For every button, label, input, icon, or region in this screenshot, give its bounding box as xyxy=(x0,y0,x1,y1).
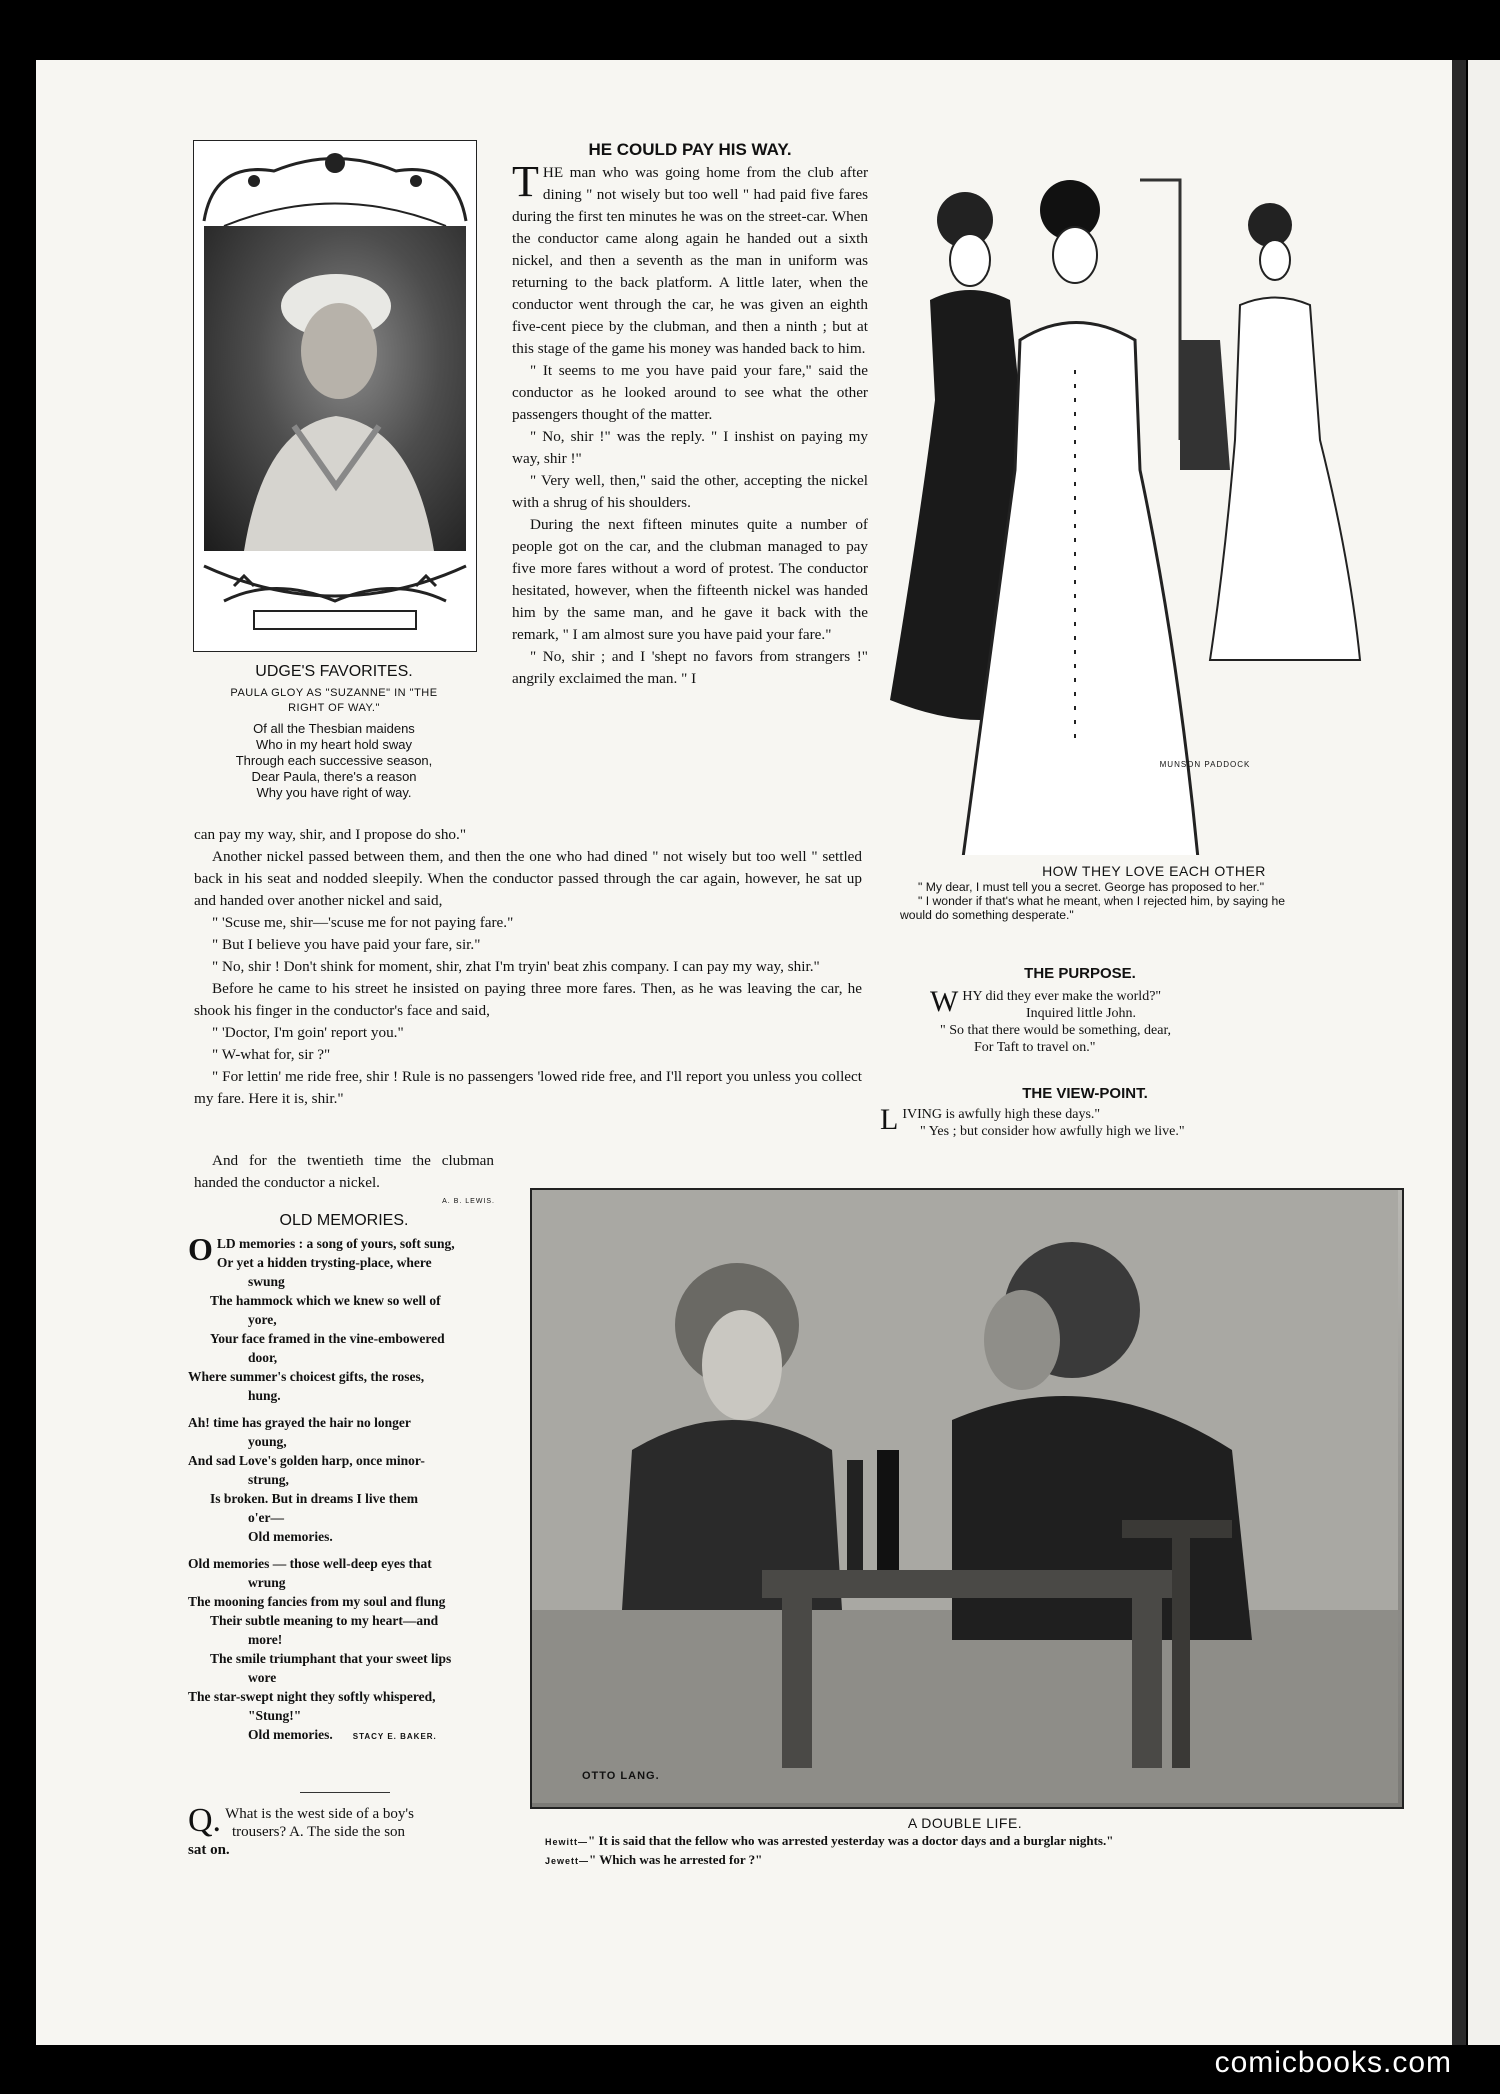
story-paragraph-4: " Very well, then," said the other, accepting the nickel with a shrug of his shoulders. xyxy=(512,472,868,511)
poem-last-line: Old memories. xyxy=(248,1727,333,1742)
double-life-illustration xyxy=(530,1188,1404,1809)
story-wide-line-1: can pay my way, shir, and I propose do sho." xyxy=(194,826,467,843)
poem-line: The smile triumphant that your sweet lips xyxy=(210,1651,452,1666)
poem-line: wrung xyxy=(248,1575,286,1590)
speaker-hewitt: Hewitt— xyxy=(545,1837,588,1847)
poem-line: hung. xyxy=(248,1388,281,1403)
ornament-top xyxy=(194,141,476,231)
viewpoint-line-2: " Yes ; but consider how awfully high we live." xyxy=(920,1124,1185,1139)
riddle-line-2: trousers? A. The side the son xyxy=(232,1824,406,1840)
poem-dropcap: O xyxy=(188,1231,213,1267)
story-wide-paragraph-9: " For lettin' me ride free, shir ! Rule is no passengers 'lowed ride free, and I'll report you unless you collect my fare. Here it is, shir." xyxy=(194,1068,862,1107)
purpose-line-2: Inquired little John. xyxy=(1026,1006,1137,1021)
poem-line: strung, xyxy=(248,1472,289,1487)
poem-line: The star-swept night they softly whispered, xyxy=(188,1689,436,1704)
poem-line: swung xyxy=(248,1274,285,1289)
poem-line: Where summer's choicest gifts, the roses, xyxy=(188,1369,425,1384)
story-wide-paragraph-7: " 'Doctor, I'm goin' report you." xyxy=(212,1024,404,1041)
double-life-line-2 xyxy=(545,1851,1400,1870)
story-paragraph-6: " No, shir ; and I 'shept no favors from strangers !" angrily exclaimed the man. " I xyxy=(512,648,868,687)
viewpoint-dropcap: L xyxy=(880,1103,899,1136)
purpose-title: THE PURPOSE. xyxy=(1024,965,1136,982)
poem-line: "Stung!" xyxy=(248,1708,302,1723)
poem-line: The mooning fancies from my soul and flung xyxy=(188,1594,446,1609)
poem-line: door, xyxy=(248,1350,278,1365)
favorites-subtitle-line2: RIGHT OF WAY." xyxy=(288,702,380,714)
double-life-line-1 xyxy=(545,1832,1400,1851)
next-page-edge xyxy=(1468,60,1500,2045)
purpose-joke xyxy=(900,985,1260,1056)
story-paragraph-1-text: HE man who was going home from the club after dining " not wisely but too well " had paid five fares during the first ten minutes he was on the street-car. When the conductor came along again he handed out a sixth nickel, and then a seventh as the man in uniform was returning to the back platform. A little later, when the conductor went through the car, he was given an eighth five-cent piece by the clubman, and then a ninth ; but at this stage of the game his money was handed back to him. xyxy=(512,164,868,357)
poem-line: Ah! time has grayed the hair no longer xyxy=(188,1415,411,1430)
gowns-signature: MUNSON PADDOCK xyxy=(1159,760,1251,769)
story-paragraph-2: " It seems to me you have paid your fare," said the conductor as he looked around to see what the other passengers thought of the matter. xyxy=(512,362,868,423)
poem-line: Your face framed in the vine-embowered xyxy=(210,1331,445,1346)
story-wide-column xyxy=(194,824,862,1110)
double-life-line-1-text: " It is said that the fellow who was arrested yesterday was a doctor days and a burglar nights." xyxy=(588,1833,1114,1848)
poem-title: OLD MEMORIES. xyxy=(279,1212,409,1229)
verse-line: Through each successive season, xyxy=(235,753,433,768)
riddle xyxy=(188,1802,498,1859)
poem-line: Or yet a hidden trysting-place, where xyxy=(216,1255,432,1270)
riddle-dropcap: Q. xyxy=(188,1802,222,1839)
story-end-paragraph: And for the twentieth time the clubman handed the conductor a nickel. xyxy=(194,1152,494,1191)
story-wide-paragraph-3: " 'Scuse me, shir—'scuse me for not paying fare." xyxy=(212,914,514,931)
gowns-caption xyxy=(900,880,1305,922)
poem-line: And sad Love's golden harp, once minor- xyxy=(188,1453,425,1468)
riddle-line-3: sat on. xyxy=(188,1842,230,1858)
poem-line: wore xyxy=(248,1670,277,1685)
story-title: HE COULD PAY HIS WAY. xyxy=(588,140,792,159)
verse-line: Dear Paula, there's a reason xyxy=(251,769,417,784)
purpose-dropcap: W xyxy=(930,985,959,1018)
viewpoint-title: THE VIEW-POINT. xyxy=(1022,1085,1148,1102)
poem-line-text: LD memories : a song of yours, soft sung, xyxy=(216,1236,455,1251)
verse-line: Of all the Thesbian maidens xyxy=(253,721,415,736)
story-wide-paragraph-8: " W-what for, sir ?" xyxy=(212,1046,331,1063)
purpose-line-4: For Taft to travel on." xyxy=(974,1040,1096,1055)
poem-line: o'er— xyxy=(248,1510,284,1525)
favorites-verse xyxy=(193,721,475,801)
page-gutter xyxy=(1452,60,1466,2045)
story-ending xyxy=(194,1150,494,1194)
story-wide-paragraph-4: " But I believe you have paid your fare, sir." xyxy=(212,936,481,953)
gowns-caption-title: HOW THEY LOVE EACH OTHER xyxy=(1042,863,1266,879)
story-paragraph-5: During the next fifteen minutes quite a number of people got on the car, and the clubman managed to pay five more fares without a word of protest. The conductor hesitated, however, when the fifteenth nickel was handed him by the same man, and he gave it back with the remark, " I am almost sure you have paid your fare." xyxy=(512,516,868,643)
gowns-caption-line1: " My dear, I must tell you a secret. George has proposed to her." xyxy=(918,880,1265,894)
ornament-bottom xyxy=(194,556,476,646)
riddle-line-1-text: What is the west side of a boy's xyxy=(225,1806,414,1822)
double-life-title: A DOUBLE LIFE. xyxy=(907,1815,1023,1831)
watermark: comicbooks.com xyxy=(1214,2046,1452,2079)
double-life-signature: OTTO LANG. xyxy=(582,1770,660,1782)
story-column xyxy=(512,157,868,690)
speaker-jewett: Jewett— xyxy=(545,1856,590,1866)
double-life-line-2-text: " Which was he arrested for ?" xyxy=(589,1852,763,1867)
viewpoint-line-1-text: IVING is awfully high these days." xyxy=(902,1107,1101,1122)
poem-divider xyxy=(300,1792,390,1793)
purpose-line-1-text: HY did they ever make the world?" xyxy=(962,989,1162,1004)
poem-line: The hammock which we knew so well of xyxy=(210,1293,441,1308)
poem-line: Their subtle meaning to my heart—and xyxy=(210,1613,439,1628)
story-wide-paragraph-5: " No, shir ! Don't shink for moment, shir, zhat I'm tryin' beat zhis company. I can pay my way, shir." xyxy=(212,958,820,975)
portrait-figure xyxy=(204,226,466,551)
double-life-drawing xyxy=(532,1190,1398,1803)
poem-line xyxy=(188,1725,498,1746)
story-wide-paragraph-2: Another nickel passed between them, and then the one who had dined " not wisely but too well " settled back in his seat and nodded sleepily. When the conductor passed through the car again, however, he sat up and handed over another nickel and said, xyxy=(194,848,862,909)
poem-line: Old memories. xyxy=(248,1529,333,1544)
double-life-caption xyxy=(545,1832,1400,1870)
poem-line: more! xyxy=(248,1632,283,1647)
poem-byline: STACY E. BAKER. xyxy=(352,1732,437,1741)
favorites-subtitle-line1: PAULA GLOY AS "SUZANNE" IN "THE xyxy=(230,687,438,699)
poem-line: Is broken. But in dreams I live them xyxy=(210,1491,419,1506)
poem-line: young, xyxy=(248,1434,287,1449)
viewpoint-joke xyxy=(880,1103,1320,1140)
gowns-drawing xyxy=(880,140,1428,855)
poem-line: Old memories — those well-deep eyes that xyxy=(188,1556,432,1571)
verse-line: Why you have right of way. xyxy=(256,785,412,800)
favorites-subtitle xyxy=(193,686,475,716)
gowns-caption-line2: " I wonder if that's what he meant, when I rejected him, by saying he would do something desperate." xyxy=(900,894,1286,922)
story-paragraph-1 xyxy=(512,157,868,360)
poem-body xyxy=(188,1231,498,1746)
story-paragraph-3: " No, shir !" was the reply. " I inshist on paying my way, shir !" xyxy=(512,428,868,467)
favorites-title: UDGE'S FAVORITES. xyxy=(255,663,413,680)
purpose-line-3: " So that there would be something, dear, xyxy=(940,1023,1172,1038)
poem-line: yore, xyxy=(248,1312,277,1327)
story-wide-paragraph-6: Before he came to his street he insisted on paying three more fares. Then, as he was leaving the car, he shook his finger in the conductor's face and said, xyxy=(194,980,862,1019)
story-byline: A. B. LEWIS. xyxy=(442,1198,495,1205)
portrait-photo xyxy=(204,226,466,551)
story-dropcap: T xyxy=(512,157,539,206)
verse-line: Who in my heart hold sway xyxy=(255,737,413,752)
gowns-illustration xyxy=(880,140,1428,855)
favorites-photo-frame xyxy=(193,140,477,652)
